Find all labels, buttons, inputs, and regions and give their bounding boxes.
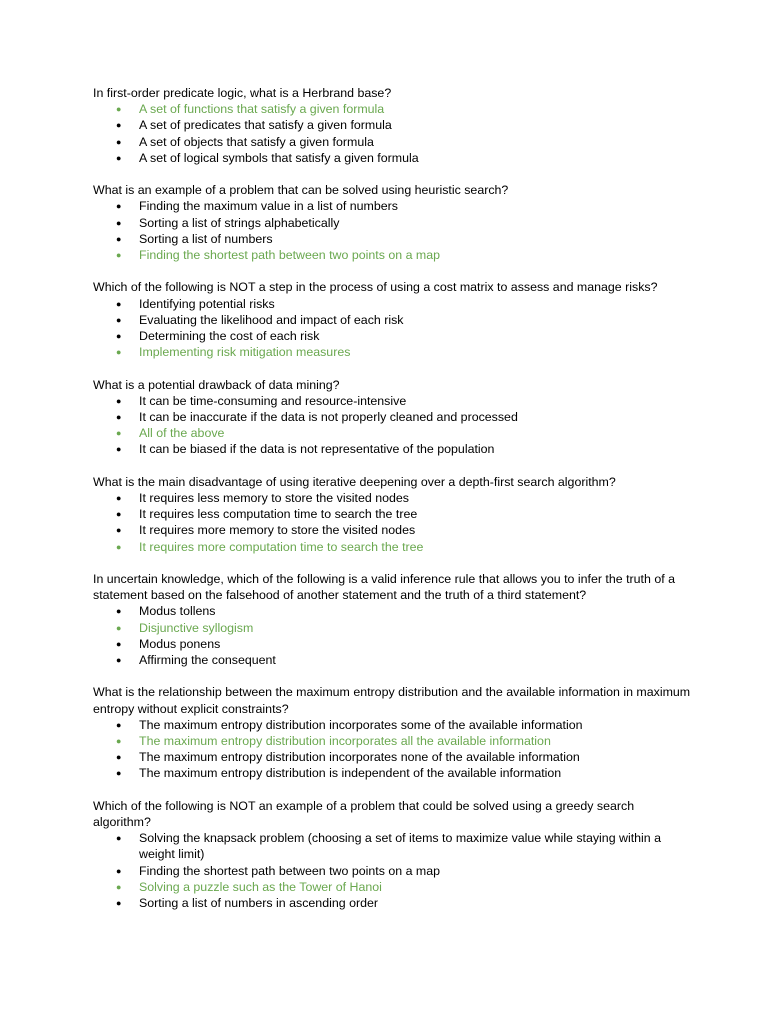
question-text: What is an example of a problem that can be solved using heuristic search? — [93, 183, 509, 198]
answer-option-text: The maximum entropy distribution incorporates none of the available information — [139, 750, 580, 765]
answer-options-list — [93, 101, 693, 166]
answer-option — [93, 749, 693, 765]
answer-options-list — [93, 490, 693, 555]
answer-option-text: Finding the shortest path between two points on a map — [139, 248, 441, 263]
answer-option-text: It requires less memory to store the visited nodes — [139, 491, 409, 506]
question-block — [93, 85, 693, 166]
answer-option-text: Sorting a list of numbers — [139, 231, 273, 246]
bullet-icon: ● — [116, 606, 122, 617]
bullet-icon: ● — [116, 719, 122, 730]
bullet-icon: ● — [116, 622, 122, 633]
answer-option — [93, 231, 693, 247]
answer-option-correct — [93, 425, 693, 441]
question-text: In uncertain knowledge, which of the following is a valid inference rule that allows you to infer the truth of a statement based on the falsehood of another statement and the truth of a third statement? — [93, 572, 676, 603]
answer-option-text: It requires more computation time to search the tree — [139, 539, 424, 554]
answer-option — [93, 328, 693, 344]
question-text: What is the main disadvantage of using iterative deepening over a depth-first search algorithm? — [93, 474, 616, 489]
bullet-icon: ● — [116, 314, 122, 325]
answer-option — [93, 636, 693, 652]
question-text: In first-order predicate logic, what is a Herbrand base? — [93, 86, 392, 100]
answer-option-correct — [93, 620, 693, 636]
answer-option-text: Sorting a list of strings alphabetically — [139, 215, 340, 230]
bullet-icon: ● — [116, 201, 122, 212]
answer-option-text: All of the above — [139, 426, 225, 441]
answer-option-correct — [93, 733, 693, 749]
bullet-icon: ● — [116, 347, 122, 358]
question-text: Which of the following is NOT a step in the process of using a cost matrix to assess and manage risks? — [93, 280, 658, 295]
answer-options-list — [93, 296, 693, 361]
answer-option-text: The maximum entropy distribution incorporates some of the available information — [139, 717, 583, 732]
bullet-icon: ● — [116, 655, 122, 666]
answer-option-text: Modus ponens — [139, 636, 221, 651]
answer-option-text: It requires less computation time to search the tree — [139, 507, 418, 522]
bullet-icon: ● — [116, 298, 122, 309]
answer-option-text: Implementing risk mitigation measures — [139, 345, 351, 360]
bullet-icon: ● — [116, 104, 122, 115]
answer-option — [93, 117, 693, 133]
answer-options-list — [93, 393, 693, 458]
bullet-icon: ● — [116, 881, 122, 892]
answer-options-list — [93, 830, 693, 911]
answer-option — [93, 863, 693, 879]
answer-option — [93, 198, 693, 214]
question-block — [93, 571, 693, 668]
answer-option — [93, 895, 693, 911]
answer-option — [93, 652, 693, 668]
question-text: Which of the following is NOT an example of a problem that could be solved using a greedy search algorithm? — [93, 798, 635, 830]
bullet-icon: ● — [116, 752, 122, 763]
bullet-icon: ● — [116, 152, 122, 163]
answer-option — [93, 150, 693, 166]
bullet-icon: ● — [116, 428, 122, 439]
answer-option-correct — [93, 247, 693, 263]
bullet-icon: ● — [116, 233, 122, 244]
answer-option-text: Determining the cost of each risk — [139, 329, 320, 344]
answer-option — [93, 215, 693, 231]
bullet-icon: ● — [116, 493, 122, 504]
question-block — [93, 684, 693, 781]
bullet-icon: ● — [116, 217, 122, 228]
answer-option-text: A set of predicates that satisfy a given formula — [139, 118, 392, 133]
answer-option-text: A set of objects that satisfy a given formula — [139, 134, 374, 149]
answer-option — [93, 393, 693, 409]
question-block — [93, 798, 693, 911]
bullet-icon: ● — [116, 898, 122, 909]
answer-option-text: The maximum entropy distribution is independent of the available information — [139, 766, 562, 781]
answer-option-text: Affirming the consequent — [139, 653, 276, 668]
answer-option — [93, 490, 693, 506]
bullet-icon: ● — [116, 395, 122, 406]
answer-option-correct — [93, 101, 693, 117]
answer-option-text: A set of logical symbols that satisfy a given formula — [139, 150, 419, 165]
question-block — [93, 377, 693, 458]
answer-option-text: Finding the shortest path between two points on a map — [139, 863, 441, 878]
answer-option-text: Solving the knapsack problem (choosing a set of items to maximize value while staying within a weight limit) — [139, 831, 662, 862]
answer-option — [93, 409, 693, 425]
bullet-icon: ● — [116, 541, 122, 552]
answer-option-text: The maximum entropy distribution incorporates all the available information — [139, 734, 551, 749]
answer-option-text: Sorting a list of numbers in ascending order — [139, 896, 378, 911]
answer-option — [93, 522, 693, 538]
answer-option-text: It can be inaccurate if the data is not properly cleaned and processed — [139, 410, 518, 425]
bullet-icon: ● — [116, 865, 122, 876]
answer-option-text: Identifying potential risks — [139, 296, 275, 311]
answer-option-correct — [93, 344, 693, 360]
bullet-icon: ● — [116, 331, 122, 342]
answer-option — [93, 296, 693, 312]
answer-option-text: It requires more memory to store the visited nodes — [139, 523, 416, 538]
bullet-icon: ● — [116, 444, 122, 455]
answer-option-text: Evaluating the likelihood and impact of each risk — [139, 312, 404, 327]
question-text: What is a potential drawback of data mining? — [93, 377, 340, 392]
bullet-icon: ● — [116, 509, 122, 520]
answer-option-text: Modus tollens — [139, 604, 216, 619]
answer-option — [93, 603, 693, 619]
question-block — [93, 279, 693, 360]
answer-option — [93, 441, 693, 457]
answer-option — [93, 312, 693, 328]
answer-option-text: Disjunctive syllogism — [139, 620, 254, 635]
bullet-icon: ● — [116, 120, 122, 131]
answer-options-list — [93, 717, 693, 782]
document-body — [93, 85, 693, 927]
answer-options-list — [93, 603, 693, 668]
bullet-icon: ● — [116, 525, 122, 536]
answer-option — [93, 765, 693, 781]
bullet-icon: ● — [116, 250, 122, 261]
bullet-icon: ● — [116, 638, 122, 649]
answer-option-text: Solving a puzzle such as the Tower of Hanoi — [139, 879, 382, 894]
bullet-icon: ● — [116, 768, 122, 779]
answer-option-correct — [93, 879, 693, 895]
answer-option-text: It can be biased if the data is not representative of the population — [139, 442, 495, 457]
bullet-icon: ● — [116, 833, 122, 844]
answer-option — [93, 830, 693, 862]
answer-option-correct — [93, 539, 693, 555]
answer-option-text: Finding the maximum value in a list of numbers — [139, 199, 398, 214]
answer-option — [93, 717, 693, 733]
answer-option — [93, 134, 693, 150]
answer-options-list — [93, 198, 693, 263]
answer-option-text: It can be time-consuming and resource-intensive — [139, 393, 407, 408]
bullet-icon: ● — [116, 136, 122, 147]
bullet-icon: ● — [116, 736, 122, 747]
answer-option-text: A set of functions that satisfy a given formula — [139, 102, 385, 117]
bullet-icon: ● — [116, 412, 122, 423]
answer-option — [93, 506, 693, 522]
question-text: What is the relationship between the maximum entropy distribution and the available information in maximum entropy without explicit constraints? — [93, 685, 691, 716]
question-block — [93, 182, 693, 263]
question-block — [93, 474, 693, 555]
